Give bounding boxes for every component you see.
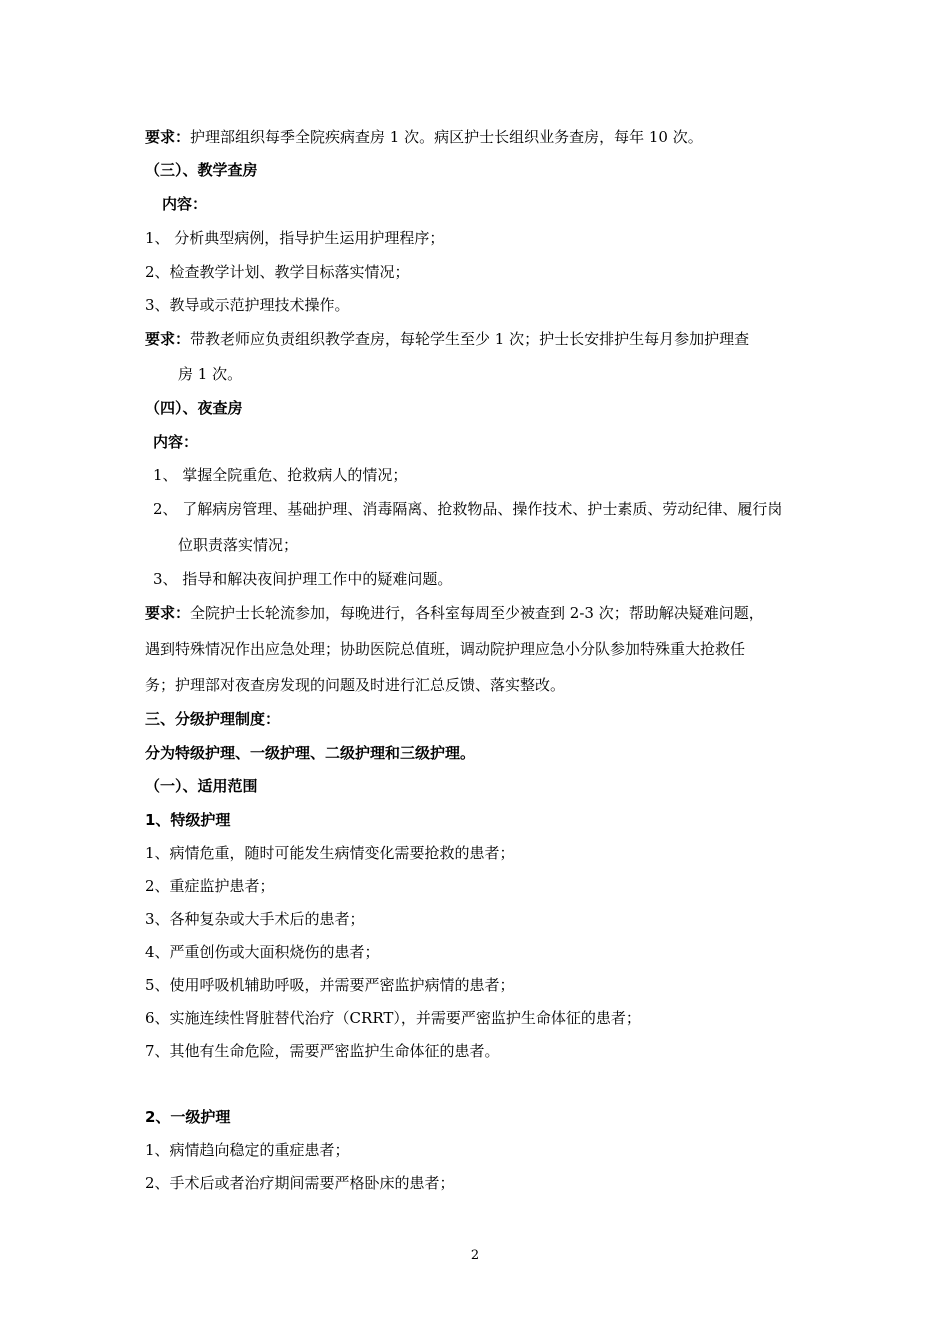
list-item: 7、其他有生命危险，需要严密监护生命体征的患者。 [145,1042,500,1060]
list-item: 3、 指导和解决夜间护理工作中的疑难问题。 [153,570,453,588]
page-number: 2 [470,1248,480,1263]
list-item: 2、 了解病房管理、基础护理、消毒隔离、抢救物品、操作技术、护士素质、劳动纪律、履行岗 [153,500,783,518]
requirement-line [145,603,764,623]
requirement-label: 要求： [145,330,191,348]
list-item: 3、教导或示范护理技术操作。 [145,296,350,314]
subsection-heading: 1、特级护理 [145,811,231,829]
paragraph-continuation: 务；护理部对夜查房发现的问题及时进行汇总反馈、落实整改。 [145,676,566,694]
list-item: 2、手术后或者治疗期间需要严格卧床的患者； [145,1174,455,1192]
subsection-heading: 2、一级护理 [145,1108,231,1126]
paragraph-continuation: 位职责落实情况； [178,536,299,554]
requirement-label: 要求： [145,604,191,622]
list-item: 1、病情危重，随时可能发生病情变化需要抢救的患者； [145,844,515,862]
requirement-text: 全院护士长轮流参加，每晚进行，各科室每周至少被查到 2-3 次；帮助解决疑难问题， [190,604,764,622]
chapter-heading: 三、分级护理制度： [145,710,281,728]
section-heading: （三）、教学查房 [145,161,258,179]
requirement-line [145,127,703,147]
paragraph-continuation: 遇到特殊情况作出应急处理；协助医院总值班，调动院护理应急小分队参加特殊重大抢救任 [145,640,746,658]
paragraph-continuation: 房 1 次。 [178,365,243,383]
list-item: 3、各种复杂或大手术后的患者； [145,910,365,928]
list-item: 4、严重创伤或大面积烧伤的患者； [145,943,380,961]
section-heading: （四）、夜查房 [145,399,243,417]
chapter-subheading: 分为特级护理、一级护理、二级护理和三级护理。 [145,744,476,762]
requirement-text: 带教老师应负责组织教学查房，每轮学生至少 1 次；护士长安排护生每月参加护理查 [190,330,750,348]
list-item: 6、实施连续性肾脏替代治疗（CRRT），并需要严密监护生命体征的患者； [145,1009,641,1027]
content-label: 内容： [162,195,208,213]
section-heading: （一）、适用范围 [145,777,258,795]
list-item: 5、使用呼吸机辅助呼吸，并需要严密监护病情的患者； [145,976,515,994]
content-label: 内容： [153,433,199,451]
requirement-text: 护理部组织每季全院疾病查房 1 次。病区护士长组织业务查房，每年 10 次。 [190,128,703,146]
list-item: 1、 掌握全院重危、抢救病人的情况； [153,466,408,484]
list-item: 2、重症监护患者； [145,877,275,895]
list-item: 1、病情趋向稳定的重症患者； [145,1141,350,1159]
list-item: 2、检查教学计划、教学目标落实情况； [145,263,410,281]
list-item: 1、 分析典型病例，指导护生运用护理程序； [145,229,445,247]
requirement-line [145,329,749,349]
requirement-label: 要求： [145,128,191,146]
